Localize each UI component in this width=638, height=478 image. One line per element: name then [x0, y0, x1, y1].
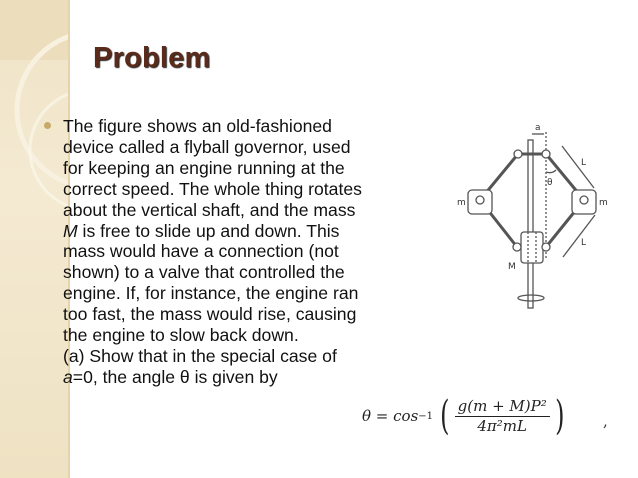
vertical-shaft — [528, 140, 533, 308]
theta-equation: θ = cos −1 ( $\frac{\text{g(m + M)P²}}{\text{4π²mL}}$ ) — [362, 393, 565, 439]
text-segment: about the vertical shaft, and the mass — [63, 199, 356, 220]
label-L-lower: L — [581, 238, 587, 248]
equation-comma: , — [603, 412, 608, 430]
text-segment: correct speed. The whole thing rotates — [63, 178, 362, 199]
text-line — [63, 325, 362, 346]
flyball-governor-figure — [440, 110, 638, 310]
text-segment: =0, the angle θ is given by — [72, 366, 278, 387]
decorative-side-panel — [0, 0, 70, 478]
italic-variable: M — [63, 220, 78, 241]
text-line — [63, 241, 362, 262]
equation-numerator: g(m + M)P² — [455, 397, 550, 417]
text-segment: device called a flyball governor, used — [63, 136, 351, 157]
label-a: a — [535, 123, 541, 133]
text-line — [63, 116, 362, 137]
text-segment: engine. If, for instance, the engine ran — [63, 283, 359, 304]
text-line — [63, 179, 362, 200]
text-segment: The figure shows an old-fashioned — [63, 116, 332, 136]
text-line — [63, 304, 362, 325]
slide-title: Problem — [93, 42, 211, 74]
equation-superscript: −1 — [418, 410, 434, 422]
text-segment: for keeping an engine running at the — [63, 157, 345, 178]
equation-denominator: 4π²mL — [477, 417, 527, 435]
text-segment: mass would have a connection (not — [63, 241, 339, 262]
text-segment: (a) Show that in the special case of — [63, 345, 337, 366]
label-L-upper: L — [581, 158, 587, 168]
text-line — [63, 137, 362, 158]
italic-variable: a — [63, 366, 73, 387]
text-line — [63, 262, 362, 283]
text-segment: shown) to a valve that controlled the — [63, 262, 345, 283]
text-line — [63, 158, 362, 179]
text-segment: too fast, the mass would rise, causing — [63, 304, 357, 325]
decorative-arcs — [0, 0, 70, 478]
problem-text — [63, 116, 362, 388]
text-segment: the engine to slow back down. — [63, 325, 299, 346]
label-m-right: m — [599, 198, 608, 208]
text-line — [63, 283, 362, 304]
label-theta: θ — [547, 178, 553, 188]
equation-lhs: θ = cos — [362, 407, 419, 425]
text-line — [63, 346, 362, 367]
text-line — [63, 221, 362, 242]
label-m-left: m — [457, 198, 466, 208]
label-M: M — [508, 262, 516, 272]
text-line — [63, 367, 362, 388]
text-segment: is free to slide up and down. This — [77, 220, 340, 241]
bullet-icon — [44, 122, 51, 129]
text-line — [63, 200, 362, 221]
